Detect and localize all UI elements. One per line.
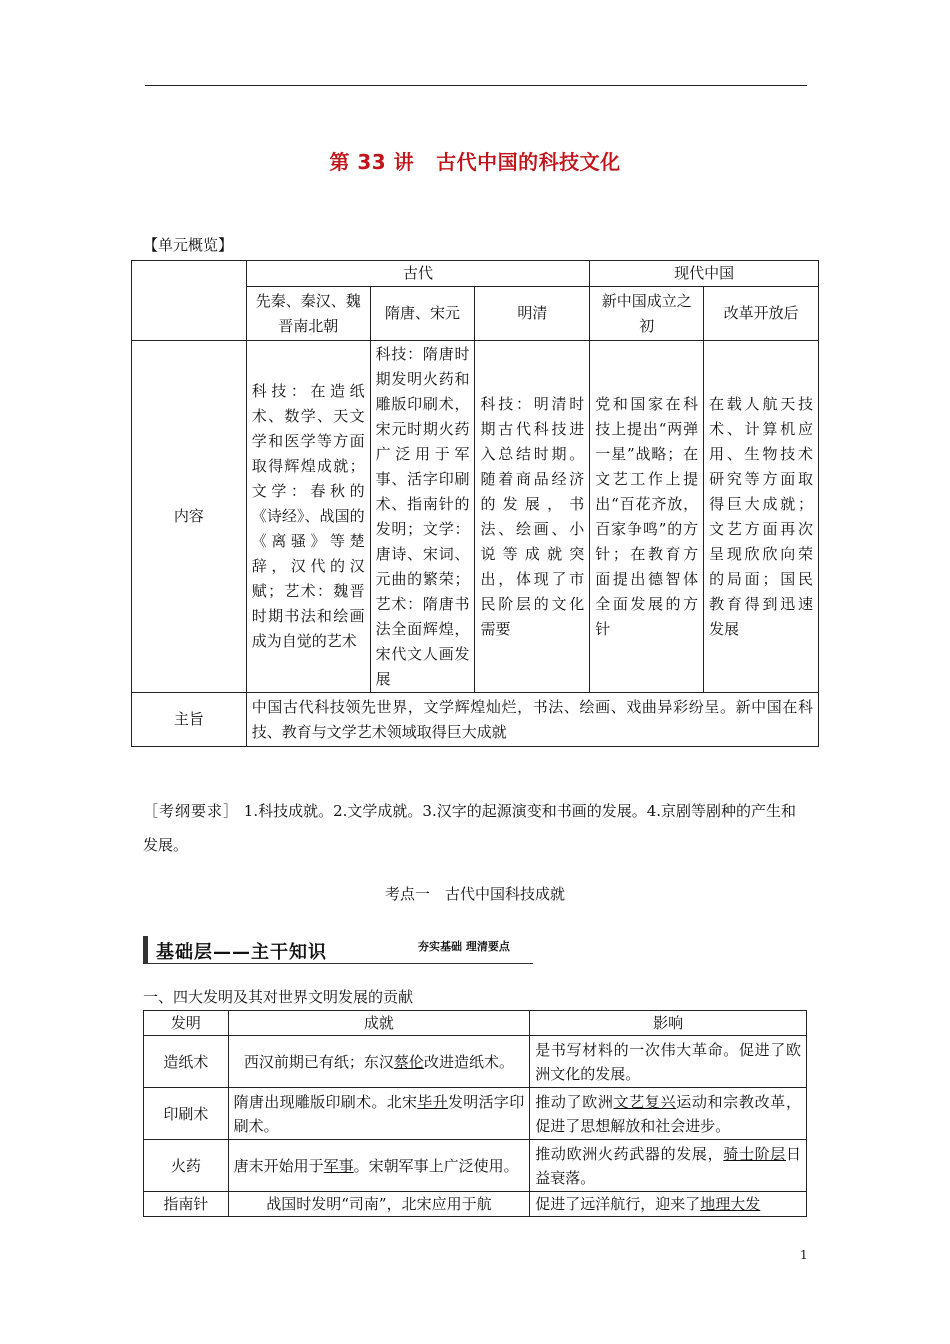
table-row [144, 1088, 807, 1140]
header-achievement: 成就 [228, 1011, 530, 1036]
invention-name: 火药 [144, 1140, 229, 1192]
invention-impact: 促进了远洋航行，迎来了地理大发 [530, 1192, 807, 1217]
lecture-number: 第 33 讲 [329, 150, 415, 174]
header-invention: 发明 [144, 1011, 229, 1036]
invention-impact: 推动欧洲火药武器的发展，骑士阶层日益衰落。 [530, 1140, 807, 1192]
table-row [144, 1140, 807, 1192]
content-sui-tang: 科技：隋唐时期发明火药和雕版印刷术，宋元时期火药广泛用于军事、活字印刷术、指南针的发明；文学：唐诗、宋词、元曲的繁荣；艺术：隋唐书法全面辉煌，宋代文人画发展 [370, 341, 475, 693]
invention-achievement: 隋唐出现雕版印刷术。北宋毕升发明活字印刷术。 [228, 1088, 530, 1140]
banner-bar [143, 936, 148, 964]
table-row [144, 1036, 807, 1088]
content-pre-qin: 科技：在造纸术、数学、天文学和医学等方面取得辉煌成就；文学：春秋的《诗经》、战国的《离骚》等楚辞，汉代的汉赋；艺术：魏晋时期书法和绘画成为自觉的艺术 [246, 341, 370, 693]
exam-requirements-label: ［考纲要求］ [143, 802, 240, 820]
theme-label: 主旨 [132, 693, 247, 747]
period-reform: 改革开放后 [704, 287, 819, 341]
kaodian-heading: 考点一 古代中国科技成就 [384, 885, 565, 903]
invention-impact: 推动了欧洲文艺复兴运动和宗教改革，促进了思想解放和社会进步。 [530, 1088, 807, 1140]
banner-underline [143, 963, 533, 964]
period-pre-qin: 先秦、秦汉、魏晋南北朝 [246, 287, 370, 341]
overview-corner-cell [132, 261, 247, 341]
lecture-title: 古代中国的科技文化 [436, 150, 621, 174]
invention-impact: 是书写材料的一次伟大革命。促进了欧洲文化的发展。 [530, 1036, 807, 1088]
invention-achievement: 唐末开始用于军事。宋朝军事上广泛使用。 [228, 1140, 530, 1192]
table-row [144, 1192, 807, 1217]
banner-title: 基础层——主干知识 [156, 942, 327, 963]
invention-name: 指南针 [144, 1192, 229, 1217]
ancient-header: 古代 [246, 261, 590, 287]
section-banner [143, 936, 533, 964]
invention-achievement: 西汉前期已有纸；东汉蔡伦改进造纸术。 [228, 1036, 530, 1088]
overview-label: 【单元概览】 [143, 236, 234, 254]
period-ming-qing: 明清 [475, 287, 590, 341]
modern-header: 现代中国 [590, 261, 819, 287]
banner-subtitle: 夯实基础 理清要点 [418, 940, 510, 953]
period-sui-tang: 隋唐、宋元 [370, 287, 475, 341]
content-label: 内容 [132, 341, 247, 693]
header-impact: 影响 [530, 1011, 807, 1036]
content-ming-qing: 科技：明清时期古代科技进入总结时期。随着商品经济的发展，书法、绘画、小说等成就突出，体现了市民阶层的文化需要 [475, 341, 590, 693]
overview-table [131, 260, 819, 747]
theme-text: 中国古代科技领先世界，文学辉煌灿烂，书法、绘画、戏曲异彩纷呈。新中国在科技、教育与文学艺术领域取得巨大成就 [246, 693, 818, 747]
content-reform: 在载人航天技术、计算机应用、生物技术研究等方面取得巨大成就；文艺方面再次呈现欣欣向荣的局面；国民教育得到迅速发展 [704, 341, 819, 693]
invention-achievement: 战国时发明“司南”，北宋应用于航 [228, 1192, 530, 1217]
section-heading: 一、四大发明及其对世界文明发展的贡献 [143, 988, 414, 1006]
page-number: 1 [800, 1248, 808, 1262]
top-rule [145, 85, 807, 86]
invention-name: 印刷术 [144, 1088, 229, 1140]
period-new-china: 新中国成立之初 [590, 287, 704, 341]
exam-requirements [143, 794, 807, 862]
content-new-china: 党和国家在科技上提出“两弹一星”战略；在文艺工作上提出“百花齐放，百家争鸣”的方针；在教育方面提出德智体全面发展的方针 [590, 341, 704, 693]
exam-requirements-text: 1.科技成就。2.文学成就。3.汉字的起源演变和书画的发展。4.京剧等剧种的产生和发展。 [143, 802, 797, 854]
page-title [0, 146, 950, 175]
inventions-table [143, 1010, 807, 1217]
invention-name: 造纸术 [144, 1036, 229, 1088]
